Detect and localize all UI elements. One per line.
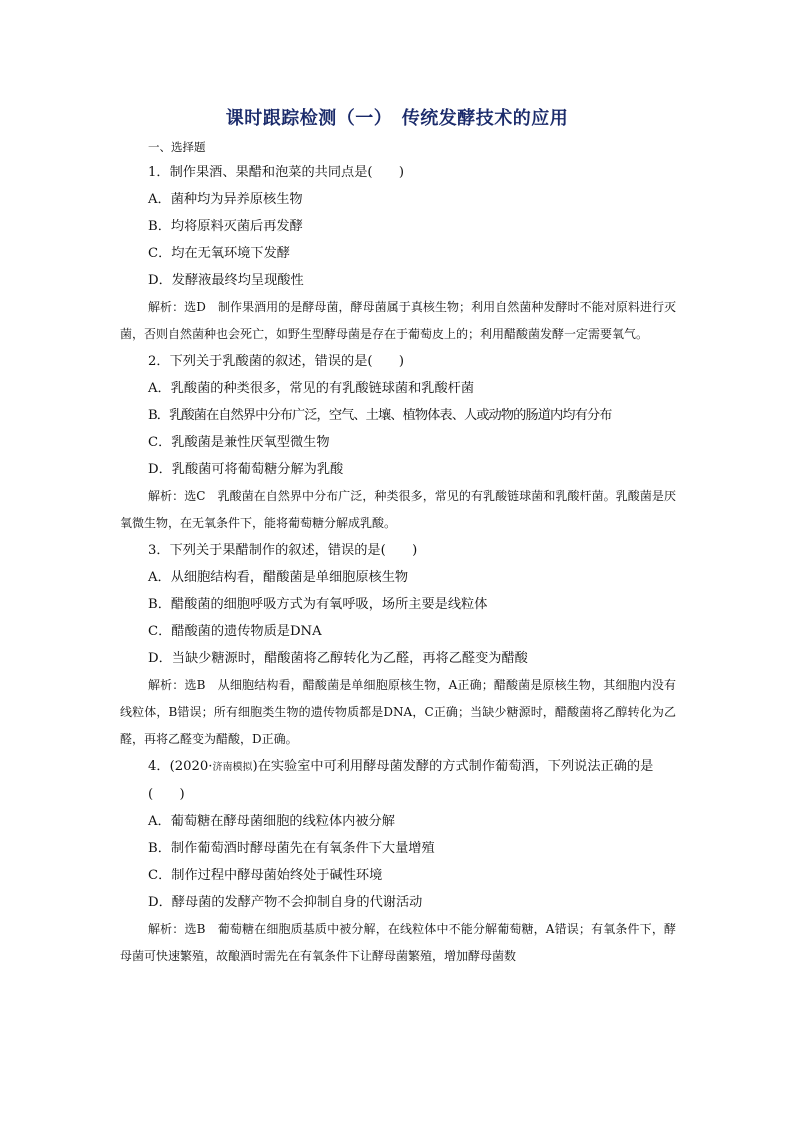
- question-stem: 2．下列关于乳酸菌的叙述，错误的是( ): [148, 354, 405, 369]
- option-b: B．均将原料灭菌后再发酵: [148, 219, 303, 234]
- option-b: B．醋酸菌的细胞呼吸方式为有氧呼吸，场所主要是线粒体: [148, 597, 488, 612]
- question-4: [120, 753, 676, 970]
- option-d: D．当缺少糖源时，醋酸菌将乙醇转化为乙醛，再将乙醛变为醋酸: [148, 651, 528, 666]
- question-stem: 1．制作果酒、果醋和泡菜的共同点是( ): [148, 165, 405, 180]
- document-body: [120, 135, 676, 970]
- option-a: A．菌种均为异养原核生物: [148, 192, 303, 207]
- explanation: 解析：选C 乳酸菌在自然界中分布广泛，种类很多，常见的有乳酸链球菌和乳酸杆菌。乳酸菌是厌氧微生物，在无氧条件下，能将葡萄糖分解成乳酸。: [120, 489, 676, 530]
- option-d: D．酵母菌的发酵产物不会抑制自身的代谢活动: [148, 895, 423, 910]
- question-number: 4．(2020·: [148, 759, 213, 774]
- option-a: A．葡萄糖在酵母菌细胞的线粒体内被分解: [148, 814, 395, 829]
- section-heading: 一、选择题: [148, 140, 206, 154]
- option-d: D．乳酸菌可将葡萄糖分解为乳酸: [148, 462, 344, 477]
- question-text: )在实验室中可利用酵母菌发酵的方式制作葡萄酒，下列说法正确的是( ): [148, 759, 654, 802]
- option-c: C．均在无氧环境下发酵: [148, 246, 290, 261]
- explanation: 解析：选B 葡萄糖在细胞质基质中被分解，在线粒体中不能分解葡萄糖，A错误；有氧条件下，酵母菌可快速繁殖，故酿酒时需先在有氧条件下让酵母菌繁殖，增加酵母菌数: [120, 922, 676, 963]
- question-stem: 3．下列关于果醋制作的叙述，错误的是( ): [148, 543, 418, 558]
- option-a: A．乳酸菌的种类很多，常见的有乳酸链球菌和乳酸杆菌: [148, 381, 475, 396]
- question-stem: [120, 753, 676, 808]
- source-tag: 济南模拟: [212, 762, 253, 773]
- page-title: 课时跟踪检测（一） 传统发酵技术的应用: [225, 108, 569, 129]
- option-a: A．从细胞结构看，醋酸菌是单细胞原核生物: [148, 570, 409, 585]
- question-1: [120, 159, 676, 348]
- option-b: B．乳酸菌在自然界中分布广泛，空气、土壤、植物体表、人或动物的肠道内均有分布: [148, 408, 612, 423]
- question-3: [120, 537, 676, 753]
- option-b: B．制作葡萄酒时酵母菌先在有氧条件下大量增殖: [148, 841, 435, 856]
- option-c: C．乳酸菌是兼性厌氧型微生物: [148, 435, 330, 450]
- explanation: 解析：选B 从细胞结构看，醋酸菌是单细胞原核生物，A正确；醋酸菌是原核生物，其细胞内没有线粒体，B错误；所有细胞类生物的遗传物质都是DNA，C正确；当缺少糖源时，醋酸菌将乙醇转化为乙醛，再将乙醛变为醋酸，D正确。: [120, 678, 676, 746]
- option-c: C．醋酸菌的遗传物质是DNA: [148, 624, 322, 639]
- question-2: [120, 348, 676, 537]
- explanation: 解析：选D 制作果酒用的是酵母菌，酵母菌属于真核生物；利用自然菌种发酵时不能对原料进行灭菌，否则自然菌种也会死亡，如野生型酵母菌是存在于葡萄皮上的；利用醋酸菌发酵一定需要氧气。: [120, 300, 676, 341]
- option-c: C．制作过程中酵母菌始终处于碱性环境: [148, 868, 383, 883]
- option-d: D．发酵液最终均呈现酸性: [148, 273, 304, 288]
